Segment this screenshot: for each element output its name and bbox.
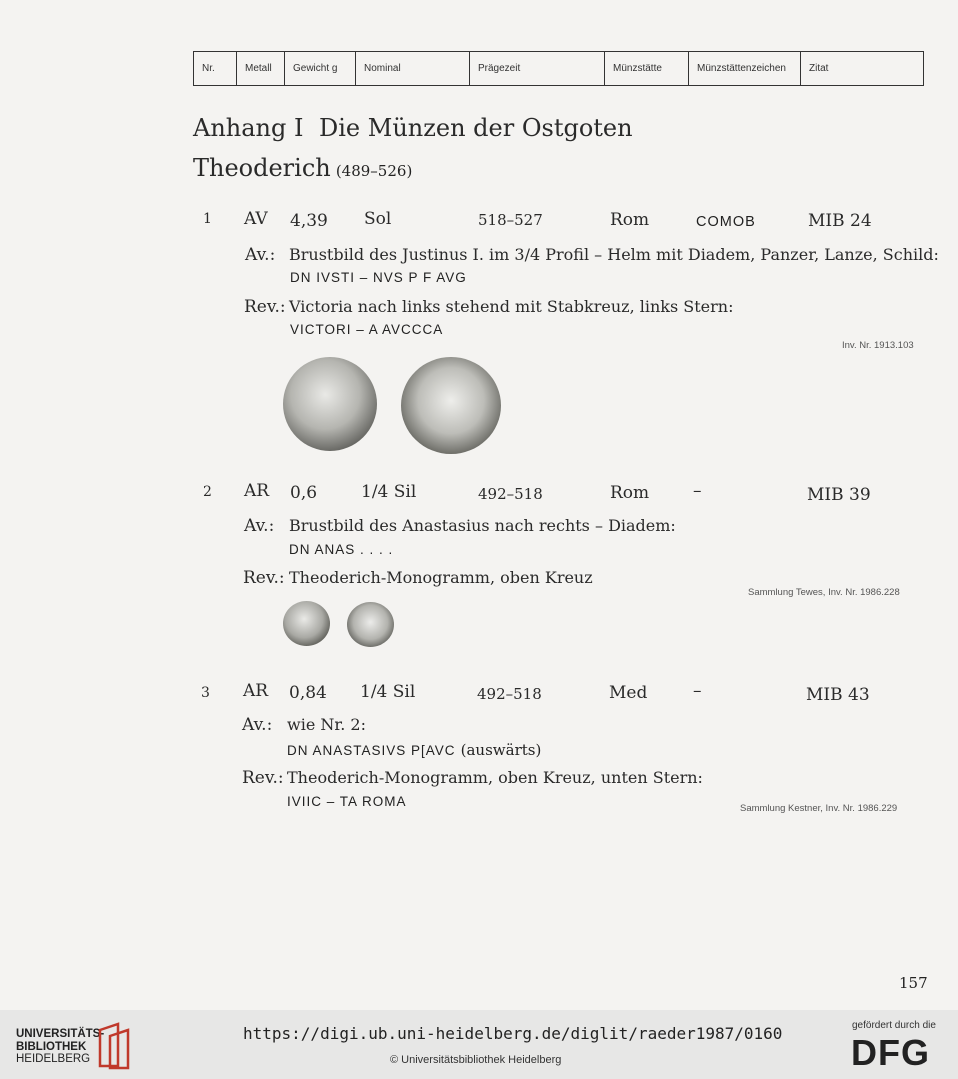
header-metall: Metall: [237, 52, 285, 85]
obverse-description: wie Nr. 2:: [287, 715, 366, 734]
copyright-notice: © Universitätsbibliothek Heidelberg: [390, 1054, 562, 1066]
entry-metal: AV: [244, 209, 268, 229]
entry-citation: MIB 24: [808, 211, 872, 231]
header-gewicht: Gewicht g: [285, 52, 356, 85]
obverse-description: Brustbild des Justinus I. im 3/4 Profil – Helm mit Diadem, Panzer, Lanze, Schild:: [289, 245, 939, 264]
ruler-dates: (489–526): [335, 162, 413, 180]
entry-number: 3: [201, 685, 210, 701]
entry-citation: MIB 43: [806, 685, 870, 705]
coin-reverse-image: [347, 602, 394, 647]
entry-mintmark: –: [693, 481, 702, 501]
obverse-label: Av.:: [244, 516, 275, 536]
reverse-description: Theoderich-Monogramm, oben Kreuz: [289, 568, 593, 587]
entry-metal: AR: [244, 481, 270, 501]
reverse-legend: VICTORI – A AVCCCA: [290, 322, 444, 337]
reverse-description: Victoria nach links stehend mit Stabkreuz, links Stern:: [289, 297, 734, 316]
entry-nominal: 1/4 Sil: [360, 682, 416, 702]
header-zitat: Zitat: [809, 63, 829, 74]
entry-mint: Med: [609, 683, 648, 703]
entry-date: 492–518: [478, 485, 543, 503]
reverse-description: Theoderich-Monogramm, oben Kreuz, unten Stern:: [287, 768, 703, 787]
header-muenzstaette: Münzstätte: [605, 52, 689, 85]
column-header-table: [193, 51, 924, 86]
header-nominal: Nominal: [356, 52, 470, 85]
library-name-line2: BIBLIOTHEK: [16, 1040, 87, 1053]
entry-weight: 4,39: [290, 211, 328, 231]
inventory-number: Sammlung Tewes, Inv. Nr. 1986.228: [748, 587, 900, 598]
entry-weight: 0,6: [290, 483, 318, 503]
obverse-legend: DN ANASTASIVS P[AVC: [287, 743, 456, 758]
reverse-label: Rev.:: [244, 297, 286, 317]
obverse-label: Av.:: [242, 715, 273, 735]
obverse-legend-note: (auswärts): [460, 741, 542, 759]
reverse-label: Rev.:: [243, 568, 285, 588]
entry-number: 2: [203, 484, 212, 500]
header-praegezeit: Prägezeit: [470, 52, 605, 85]
section-title: Anhang I: [193, 114, 304, 142]
library-wordmark: [16, 1028, 104, 1066]
entry-nominal: 1/4 Sil: [361, 482, 417, 502]
coin-obverse-image: [283, 601, 330, 646]
obverse-legend: DN ANAS . . . .: [289, 542, 394, 557]
reverse-label: Rev.:: [242, 768, 284, 788]
entry-weight: 0,84: [289, 683, 327, 703]
entry-mintmark: –: [693, 681, 702, 701]
dfg-logo: DFG: [851, 1032, 930, 1073]
entry-nominal: Sol: [364, 209, 392, 229]
footer-bar: [0, 1010, 958, 1079]
page-number: 157: [899, 974, 928, 992]
coin-obverse-image: [283, 357, 377, 451]
entry-mintmark: COMOB: [696, 214, 756, 230]
header-nr: Nr.: [194, 52, 237, 85]
section-subtitle: Die Münzen der Ostgoten: [319, 114, 633, 142]
obverse-legend: DN IVSTI – NVS P F AVG: [290, 270, 467, 285]
entry-number: 1: [203, 211, 212, 227]
obverse-legend-line: [287, 740, 541, 759]
obverse-description: Brustbild des Anastasius nach rechts – Diadem:: [289, 516, 676, 535]
entry-metal: AR: [243, 681, 269, 701]
inventory-number: Sammlung Kestner, Inv. Nr. 1986.229: [740, 803, 898, 814]
inventory-number: Inv. Nr. 1913.103: [842, 340, 914, 351]
permalink-url[interactable]: https://digi.ub.uni-heidelberg.de/diglit/raeder1987/0160: [243, 1024, 783, 1043]
entry-mint: Rom: [610, 210, 650, 230]
obverse-label: Av.:: [245, 245, 276, 265]
ruler-heading: [193, 154, 412, 182]
ruler-name: Theoderich: [193, 154, 331, 182]
library-name-line1: UNIVERSITÄTS-: [16, 1028, 105, 1040]
entry-date: 492–518: [477, 685, 542, 703]
entry-citation: MIB 39: [807, 485, 871, 505]
library-name-line3: HEIDELBERG: [16, 1053, 91, 1065]
header-muenzstaettenzeichen: Münzstättenzeichen: [689, 52, 801, 85]
funding-label: gefördert durch die: [852, 1020, 936, 1031]
reverse-legend: IVIIC – TA ROMA: [287, 794, 407, 809]
coin-reverse-image: [401, 357, 501, 454]
library-logo-icon: [96, 1020, 134, 1070]
entry-date: 518–527: [478, 211, 543, 229]
entry-mint: Rom: [610, 483, 650, 503]
